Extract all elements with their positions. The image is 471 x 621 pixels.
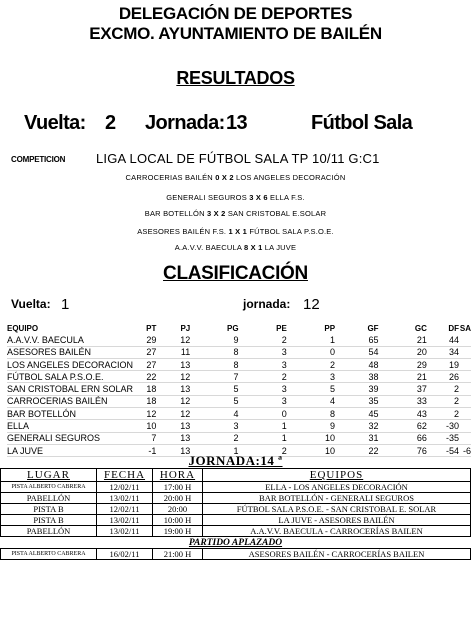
stat-pe: 2 — [239, 444, 287, 456]
stat-df: 34 — [427, 346, 459, 358]
stat-df: -30 — [427, 420, 459, 432]
stat-gf: 32 — [335, 420, 379, 432]
fixture-equipos: BAR BOTELLÓN - GENERALI SEGUROS — [203, 493, 471, 504]
stat-df: 19 — [427, 358, 459, 370]
team-name: FÚTBOL SALA P.S.O.E. — [7, 371, 135, 383]
stat-df: 2 — [427, 383, 459, 395]
result-away-team: ELLA F.S. — [270, 193, 305, 202]
stat-pt: 10 — [135, 420, 156, 432]
fixtures-header-lugar: LUGAR — [1, 469, 97, 482]
stat-sa — [459, 358, 471, 370]
stat-sa — [459, 395, 471, 407]
class-jornada-value: 12 — [303, 296, 320, 313]
stat-pt: 27 — [135, 346, 156, 358]
stat-pe: 3 — [239, 346, 287, 358]
fixture-equipos: ASESORES BAILÉN - CARROCERÍAS BAILEN — [203, 549, 471, 560]
team-name: SAN CRISTOBAL ERN SOLAR — [7, 384, 134, 395]
standings-header-pp: PP — [324, 324, 336, 334]
standings-header-equipo: EQUIPO — [7, 324, 39, 334]
stat-pt: 12 — [135, 408, 156, 420]
fixture-fecha: 13/02/11 — [97, 515, 153, 526]
stat-pg: 8 — [190, 346, 238, 358]
result-home-goals: 0 — [215, 173, 220, 182]
standings-row — [7, 383, 471, 395]
stat-gf: 38 — [335, 371, 379, 383]
stat-gc: 66 — [379, 432, 427, 444]
stat-pp: 9 — [287, 420, 335, 432]
stat-pt: -1 — [135, 444, 156, 456]
fixture-fecha: 13/02/11 — [97, 493, 153, 504]
fixture-lugar: PISTA ALBERTO CABRERA — [1, 549, 97, 560]
stat-pt: 27 — [135, 358, 156, 370]
standings-row — [7, 395, 471, 407]
fixture-row — [1, 493, 471, 504]
fixture-lugar: PISTA ALBERTO CABRERA — [1, 482, 97, 493]
result-line — [0, 227, 471, 236]
standings-row — [7, 358, 471, 370]
team-name: ELLA — [7, 420, 135, 432]
fixture-hora: 21:00 H — [153, 549, 203, 560]
team-name: ASESORES BAILÉN — [7, 346, 135, 358]
stat-pg: 3 — [190, 420, 238, 432]
stat-pg: 8 — [190, 358, 238, 370]
standings-header-gc: GC — [414, 324, 427, 334]
result-line — [0, 173, 471, 182]
stat-gf: 22 — [335, 444, 379, 456]
result-home-team: A.A.V.V. BAECULA — [174, 243, 242, 252]
team-name: LOS ANGELES DECORACION — [7, 359, 134, 370]
result-away-goals: 2 — [229, 173, 234, 182]
standings-row — [7, 334, 471, 346]
fixture-equipos: ELLA - LOS ANGELES DECORACIÓN — [203, 482, 471, 493]
stat-df: -54 — [427, 444, 459, 456]
result-away-team: LOS ANGELES DECORACIÓN — [236, 173, 346, 182]
stat-gc: 76 — [379, 444, 427, 456]
stat-pe: 1 — [239, 420, 287, 432]
stat-pp: 5 — [287, 383, 335, 395]
stat-pj: 13 — [156, 358, 190, 370]
postponed-label: PARTIDO APLAZADO — [188, 537, 283, 548]
stat-pt: 18 — [135, 395, 156, 407]
team-name: A.A.V.V. BAECULA — [7, 334, 135, 346]
fixture-hora: 17:00 H — [153, 482, 203, 493]
fixture-hora: 10:00 H — [153, 515, 203, 526]
stat-gc: 62 — [379, 420, 427, 432]
class-vuelta-value: 1 — [61, 296, 70, 313]
stat-pp: 10 — [287, 432, 335, 444]
result-away-goals: 1 — [258, 243, 263, 252]
stat-gc: 37 — [379, 383, 427, 395]
stat-pj: 13 — [156, 383, 190, 395]
stat-pp: 8 — [287, 408, 335, 420]
stat-sa — [459, 432, 471, 444]
result-line — [0, 193, 471, 202]
stat-sa — [459, 420, 471, 432]
fixture-equipos: FÚTBOL SALA P.S.O.E. - SAN CRISTOBAL E. SOLAR — [203, 504, 471, 515]
stat-pj: 13 — [156, 420, 190, 432]
result-home-goals: 1 — [228, 227, 233, 236]
standings-header-gf: GF — [367, 324, 379, 334]
stat-pj: 13 — [156, 432, 190, 444]
fixture-fecha: 16/02/11 — [97, 549, 153, 560]
result-separator: X — [232, 227, 243, 236]
competition-label: COMPETICION — [11, 155, 66, 164]
result-line — [0, 243, 471, 252]
fixtures-header-hora: HORA — [153, 469, 203, 482]
stat-pe: 2 — [239, 371, 287, 383]
result-away-goals: 1 — [242, 227, 248, 236]
result-away-team: FÚTBOL SALA P.S.O.E. — [249, 227, 334, 236]
vuelta-label: Vuelta: — [24, 112, 86, 134]
fixture-hora: 20:00 H — [153, 493, 203, 504]
result-separator: X — [219, 173, 230, 182]
result-home-goals: 3 — [249, 193, 254, 202]
stat-pe: 2 — [239, 334, 287, 346]
stat-sa — [459, 408, 471, 420]
stat-sa: -6 — [459, 444, 471, 456]
stat-gc: 21 — [379, 334, 427, 346]
team-name: GENERALI SEGUROS — [7, 432, 135, 444]
stat-sa — [459, 383, 471, 395]
stat-gf: 65 — [335, 334, 379, 346]
fixtures-header-equipos: EQUIPOS — [203, 469, 471, 482]
fixture-equipos: LA JUVE - ASESORES BAILÉN — [203, 515, 471, 526]
fixtures-table — [0, 468, 471, 560]
stat-gf: 54 — [335, 346, 379, 358]
stat-gf: 31 — [335, 432, 379, 444]
stat-gc: 29 — [379, 358, 427, 370]
stat-df: 2 — [427, 395, 459, 407]
stat-gf: 45 — [335, 408, 379, 420]
stat-pg: 5 — [190, 383, 238, 395]
stat-gf: 35 — [335, 395, 379, 407]
fixture-row — [1, 526, 471, 537]
jornada-value: 13 — [226, 112, 248, 134]
class-jornada-label: jornada: — [243, 297, 291, 311]
standings-header-pt: PT — [146, 324, 157, 334]
fixture-lugar: PISTA B — [1, 515, 97, 526]
next-jornada-title: JORNADA:14 ª — [188, 453, 283, 468]
result-separator: X — [248, 243, 259, 252]
result-home-goals: 8 — [243, 243, 249, 252]
classification-title: CLASIFICACIÓN — [163, 263, 308, 284]
stat-pp: 2 — [287, 358, 335, 370]
jornada-label: Jornada: — [145, 112, 225, 134]
stat-pg: 1 — [190, 444, 238, 456]
stat-pt: 7 — [135, 432, 156, 444]
stat-pe: 3 — [239, 383, 287, 395]
stat-gf: 39 — [335, 383, 379, 395]
fixture-lugar: PABELLÓN — [1, 493, 97, 504]
fixture-lugar: PABELLÓN — [1, 526, 97, 537]
result-home-team: CARROCERIAS BAILÉN — [125, 173, 213, 182]
fixture-row — [1, 549, 471, 560]
stat-pj: 11 — [156, 346, 190, 358]
stat-pe: 3 — [239, 358, 287, 370]
vuelta-value: 2 — [105, 112, 116, 134]
stat-pt: 22 — [135, 371, 156, 383]
standings-row — [7, 408, 471, 420]
standings-row — [7, 420, 471, 432]
stat-gc: 21 — [379, 371, 427, 383]
fixture-hora: 20:00 — [153, 504, 203, 515]
standings-row — [7, 346, 471, 358]
result-separator: X — [211, 209, 222, 218]
stat-pg: 4 — [190, 408, 238, 420]
stat-sa — [459, 371, 471, 383]
stat-gf: 48 — [335, 358, 379, 370]
stat-pt: 29 — [135, 334, 156, 346]
standings-row — [7, 371, 471, 383]
sport-name: Fútbol Sala — [311, 112, 413, 134]
result-away-goals: 6 — [263, 193, 268, 202]
stat-gc: 33 — [379, 395, 427, 407]
stat-df: -35 — [427, 432, 459, 444]
standings-header-pj: PJ — [180, 324, 191, 334]
stat-pe: 3 — [239, 395, 287, 407]
result-away-team: LA JUVE — [264, 243, 297, 252]
fixture-row — [1, 515, 471, 526]
stat-pt: 18 — [135, 383, 156, 395]
fixture-hora: 19:00 H — [153, 526, 203, 537]
standings-header-df: DF — [448, 324, 459, 334]
stat-sa — [459, 334, 471, 346]
stat-pj: 12 — [156, 334, 190, 346]
standings-header-pg: PG — [227, 324, 239, 334]
header-line-1: DELEGACIÓN DE DEPORTES — [118, 4, 353, 23]
stat-pp: 3 — [287, 371, 335, 383]
results-title: RESULTADOS — [176, 68, 295, 88]
fixture-fecha: 12/02/11 — [97, 504, 153, 515]
stat-df: 2 — [427, 408, 459, 420]
result-line — [0, 209, 471, 218]
stat-df: 44 — [427, 334, 459, 346]
fixture-row — [1, 504, 471, 515]
stat-pp: 0 — [287, 346, 335, 358]
competition-name: LIGA LOCAL DE FÚTBOL SALA TP 10/11 G:C1 — [96, 151, 380, 166]
standings-row — [7, 432, 471, 444]
stat-gc: 20 — [379, 346, 427, 358]
fixture-fecha: 12/02/11 — [97, 482, 153, 493]
fixtures-header-fecha: FECHA — [97, 469, 153, 482]
stat-pg: 9 — [190, 334, 238, 346]
standings-header-sa: SA — [459, 324, 471, 334]
stat-pp: 4 — [287, 395, 335, 407]
stat-pp: 1 — [287, 334, 335, 346]
result-separator: X — [253, 193, 264, 202]
result-home-team: ASESORES BAILÉN F.S. — [137, 227, 227, 236]
result-away-goals: 2 — [221, 209, 226, 218]
result-away-team: SAN CRISTOBAL E.SOLAR — [227, 209, 327, 218]
header-line-2: EXCMO. AYUNTAMIENTO DE BAILÉN — [89, 24, 382, 43]
stat-pg: 5 — [190, 395, 238, 407]
stat-pe: 1 — [239, 432, 287, 444]
stat-pp: 10 — [287, 444, 335, 456]
standings-header-pe: PE — [276, 324, 287, 334]
stat-pg: 7 — [190, 371, 238, 383]
standings-table — [7, 323, 471, 457]
stat-df: 26 — [427, 371, 459, 383]
team-name: CARROCERIAS BAILÉN — [7, 395, 135, 407]
fixture-lugar: PISTA B — [1, 504, 97, 515]
fixture-row — [1, 482, 471, 493]
stat-pj: 12 — [156, 371, 190, 383]
stat-pe: 0 — [239, 408, 287, 420]
stat-pj: 12 — [156, 408, 190, 420]
fixture-fecha: 13/02/11 — [97, 526, 153, 537]
result-home-team: BAR BOTELLÓN — [144, 209, 205, 218]
stat-pg: 2 — [190, 432, 238, 444]
result-home-goals: 3 — [206, 209, 212, 218]
stat-pj: 13 — [156, 444, 190, 456]
fixture-equipos: A.A.V.V. BAECULA - CARROCERÍAS BAILEN — [203, 526, 471, 537]
team-name: LA JUVE — [7, 444, 135, 456]
team-name: BAR BOTELLÓN — [7, 408, 135, 420]
stat-sa — [459, 346, 471, 358]
result-home-team: GENERALI SEGUROS — [166, 193, 247, 202]
stat-pj: 12 — [156, 395, 190, 407]
class-vuelta-label: Vuelta: — [11, 297, 51, 311]
stat-gc: 43 — [379, 408, 427, 420]
